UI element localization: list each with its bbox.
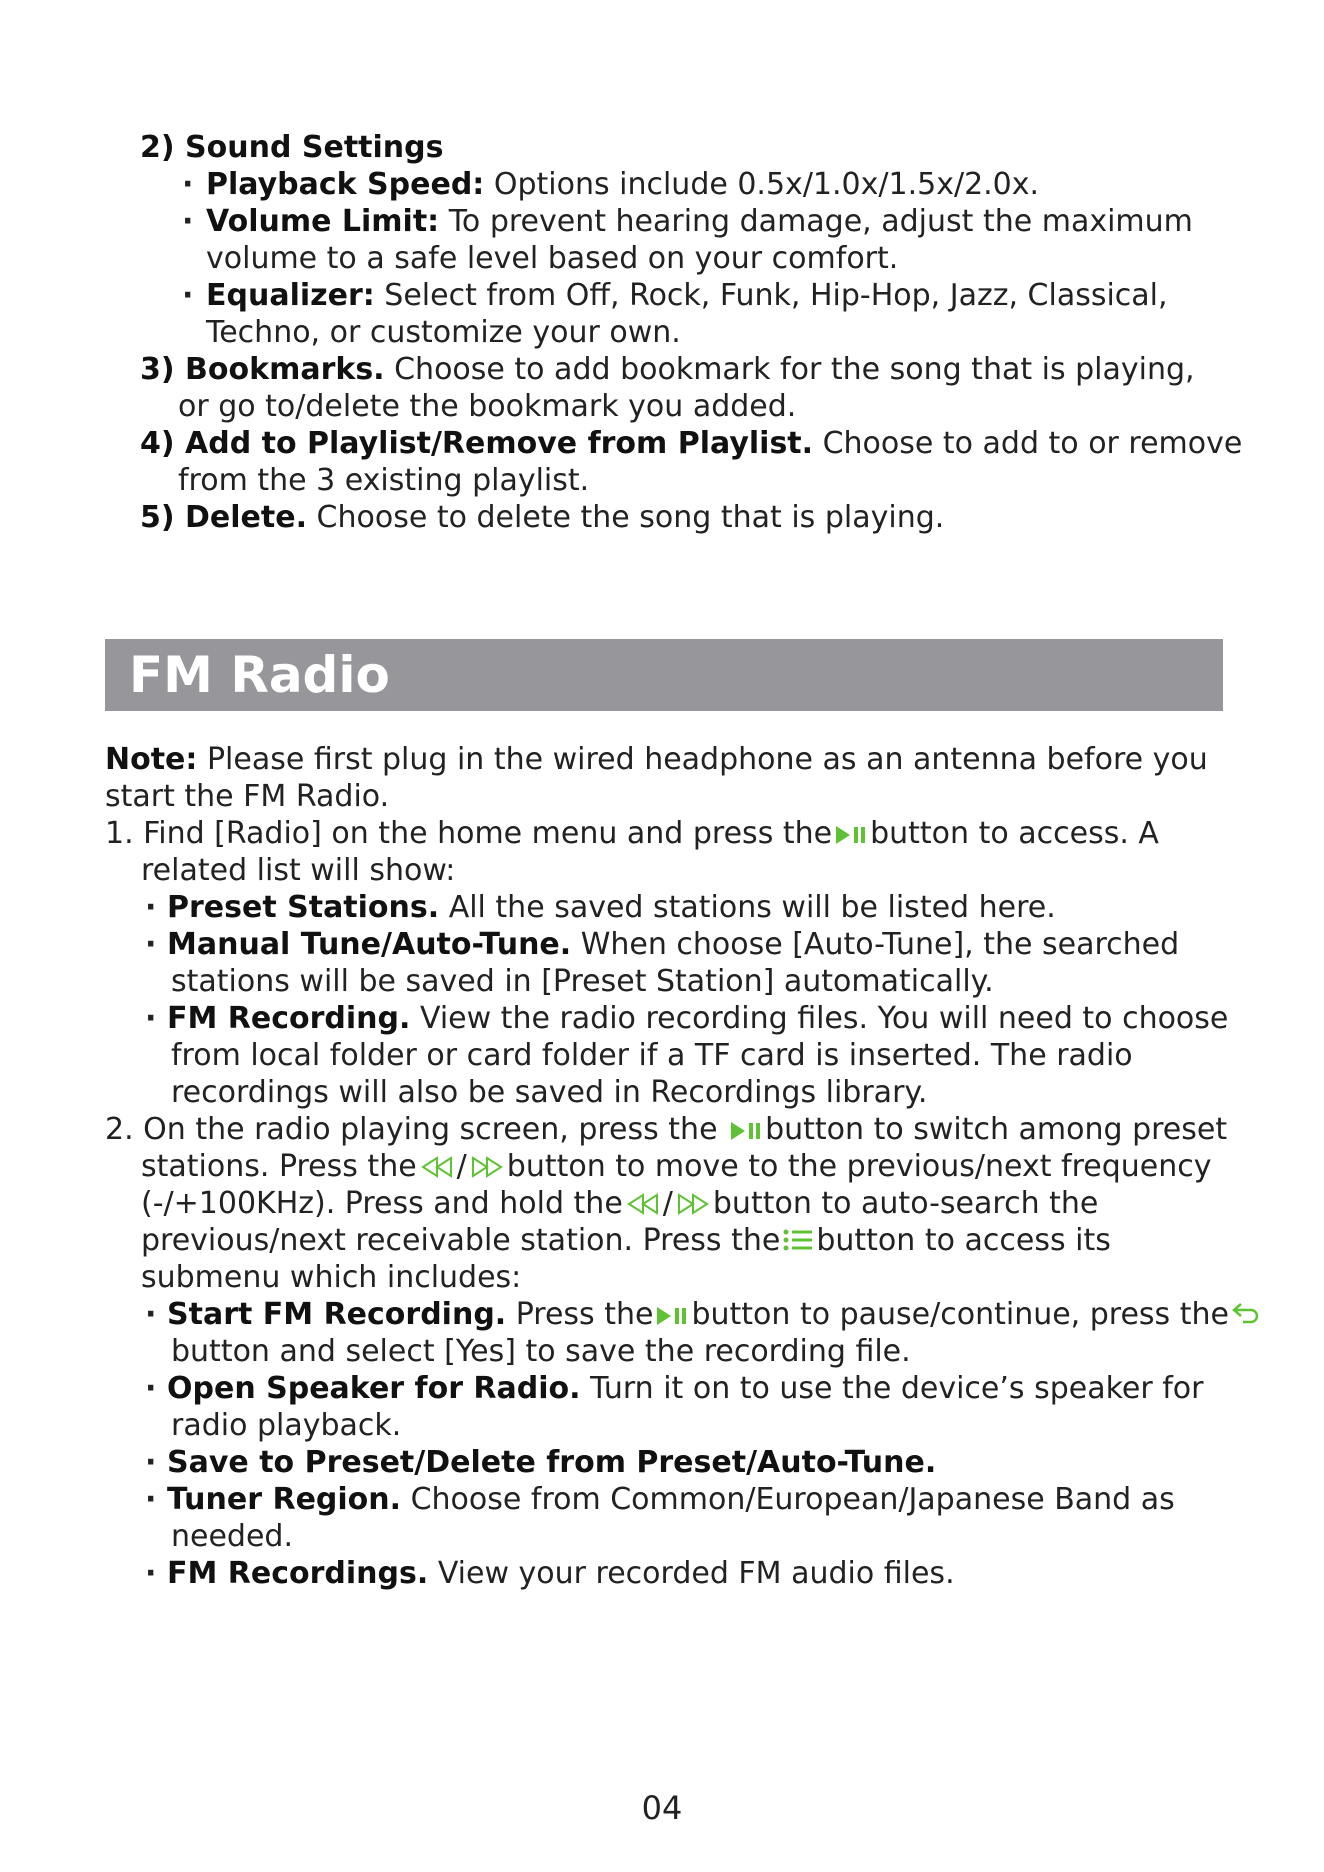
step-2-line-d (105, 1185, 1255, 1222)
playlist-text: Choose to add to or remove (813, 426, 1243, 461)
page-number: 04 (641, 1789, 683, 1827)
step-2-text-e2: button to access its (816, 1223, 1111, 1258)
start-recording-cont: button and select [Yes] to save the recording file. (171, 1334, 911, 1369)
equalizer-label: Equalizer: (206, 278, 375, 313)
bookmarks-cont: or go to/delete the bookmark you added. (178, 389, 797, 424)
tuner-region-item (105, 1481, 1255, 1518)
equalizer-item (140, 277, 1260, 314)
preset-stations-item (105, 889, 1255, 926)
menu-list-icon (782, 1227, 814, 1253)
fm-recording-label: FM Recording. (167, 1001, 411, 1036)
note-cont: start the FM Radio. (105, 779, 390, 814)
volume-limit-cont: volume to a safe level based on your comfort. (206, 241, 899, 276)
equalizer-cont: Techno, or customize your own. (206, 315, 681, 350)
fm-radio-banner: FM Radio (105, 639, 1223, 711)
step-2-text-c1: stations. Press the (141, 1149, 417, 1184)
step-2-text-d3: button to auto-search the (712, 1186, 1099, 1221)
preset-stations-label: Preset Stations. (167, 890, 440, 925)
step-2-text-e1: previous/next receivable station. Press the (141, 1223, 781, 1258)
step-2-text-b: button to switch among preset (765, 1112, 1228, 1147)
tuner-region-label: Tuner Region. (167, 1482, 402, 1517)
playlist-item (140, 425, 1260, 462)
tuner-region-cont: needed. (171, 1519, 294, 1554)
fm-recording-cont-2: recordings will also be saved in Recordings library. (171, 1075, 928, 1110)
open-speaker-text: Turn it on to use the device’s speaker for (580, 1371, 1204, 1406)
preset-stations-text: All the saved stations will be listed here. (439, 890, 1056, 925)
step-2 (105, 1111, 1255, 1148)
playlist-label: 4) Add to Playlist/Remove from Playlist. (140, 426, 814, 461)
equalizer-text: Select from Off, Rock, Funk, Hip-Hop, Jazz, Classical, (374, 278, 1168, 313)
step-2-line-f: submenu which includes: (141, 1260, 522, 1295)
open-speaker-cont: radio playback. (171, 1408, 402, 1443)
playback-speed-text: Options include 0.5x/1.0x/1.5x/2.0x. (484, 167, 1040, 202)
step-2-text-c3: button to move to the previous/next frequency (506, 1149, 1212, 1184)
fm-recording-item (105, 1000, 1255, 1037)
note-text: Please first plug in the wired headphone as an antenna before you (197, 742, 1208, 777)
fm-radio-section (105, 741, 1255, 1592)
save-preset-label: Save to Preset/Delete from Preset/Auto-Tune. (167, 1445, 937, 1480)
delete-item (140, 499, 1260, 536)
start-recording-text-2: button to pause/continue, press the (691, 1297, 1229, 1332)
start-recording-item (105, 1296, 1255, 1333)
step-2-slash-1: / (456, 1149, 467, 1184)
delete-label: 5) Delete. (140, 500, 307, 535)
rewind-icon (419, 1155, 455, 1179)
step-1-text-a: 1. Find [Radio] on the home menu and press the (105, 816, 833, 851)
fast-forward-icon (469, 1155, 505, 1179)
play-pause-icon (729, 1120, 763, 1142)
start-recording-label: Start FM Recording. (167, 1297, 507, 1332)
step-2-text-a: 2. On the radio playing screen, press the (105, 1112, 718, 1147)
fm-recordings-text: View your recorded FM audio files. (428, 1556, 955, 1591)
manual-tune-label: Manual Tune/Auto-Tune. (167, 927, 572, 962)
step-2-text-d1: (-/+100KHz). Press and hold the (141, 1186, 623, 1221)
fm-recording-text: View the radio recording files. You will need to choose (410, 1001, 1229, 1036)
step-2-line-e (105, 1222, 1255, 1259)
volume-limit-label: Volume Limit: (206, 204, 440, 239)
open-speaker-item (105, 1370, 1255, 1407)
bookmarks-text: Choose to add bookmark for the song that is playing, (384, 352, 1195, 387)
step-2-line-c (105, 1148, 1255, 1185)
fast-forward-icon (675, 1192, 711, 1216)
fm-recordings-label: FM Recordings. (167, 1556, 429, 1591)
manual-tune-cont: stations will be saved in [Preset Station] automatically. (171, 964, 994, 999)
note-label: Note: (105, 742, 198, 777)
volume-limit-text: To prevent hearing damage, adjust the maximum (439, 204, 1193, 239)
step-1-text-b: button to access. A (870, 816, 1159, 851)
playlist-cont: from the 3 existing playlist. (178, 463, 590, 498)
start-recording-text-1: Press the (506, 1297, 654, 1332)
tuner-region-text: Choose from Common/European/Japanese Band as (401, 1482, 1175, 1517)
step-1-cont: related list will show: (141, 853, 456, 888)
open-speaker-label: Open Speaker for Radio. (167, 1371, 581, 1406)
volume-limit-item (140, 203, 1260, 240)
rewind-icon (625, 1192, 661, 1216)
manual-tune-item (105, 926, 1255, 963)
save-preset-item (105, 1444, 1255, 1481)
step-2-slash-2: / (662, 1186, 673, 1221)
playback-speed-item (140, 166, 1260, 203)
fm-recordings-item (105, 1555, 1255, 1592)
fm-recording-cont-1: from local folder or card folder if a TF card is inserted. The radio (171, 1038, 1133, 1073)
bookmarks-label: 3) Bookmarks. (140, 352, 385, 387)
manual-tune-text: When choose [Auto-Tune], the searched (571, 927, 1180, 962)
sound-settings-heading: 2) Sound Settings (140, 130, 444, 165)
sound-settings-section (140, 129, 1260, 536)
play-pause-icon (834, 824, 868, 846)
note-line (105, 741, 1255, 778)
delete-text: Choose to delete the song that is playing. (307, 500, 945, 535)
step-1 (105, 815, 1255, 852)
playback-speed-label: Playback Speed: (206, 167, 485, 202)
play-pause-icon (655, 1305, 689, 1327)
bookmarks-item (140, 351, 1260, 388)
back-arrow-icon (1231, 1301, 1263, 1327)
